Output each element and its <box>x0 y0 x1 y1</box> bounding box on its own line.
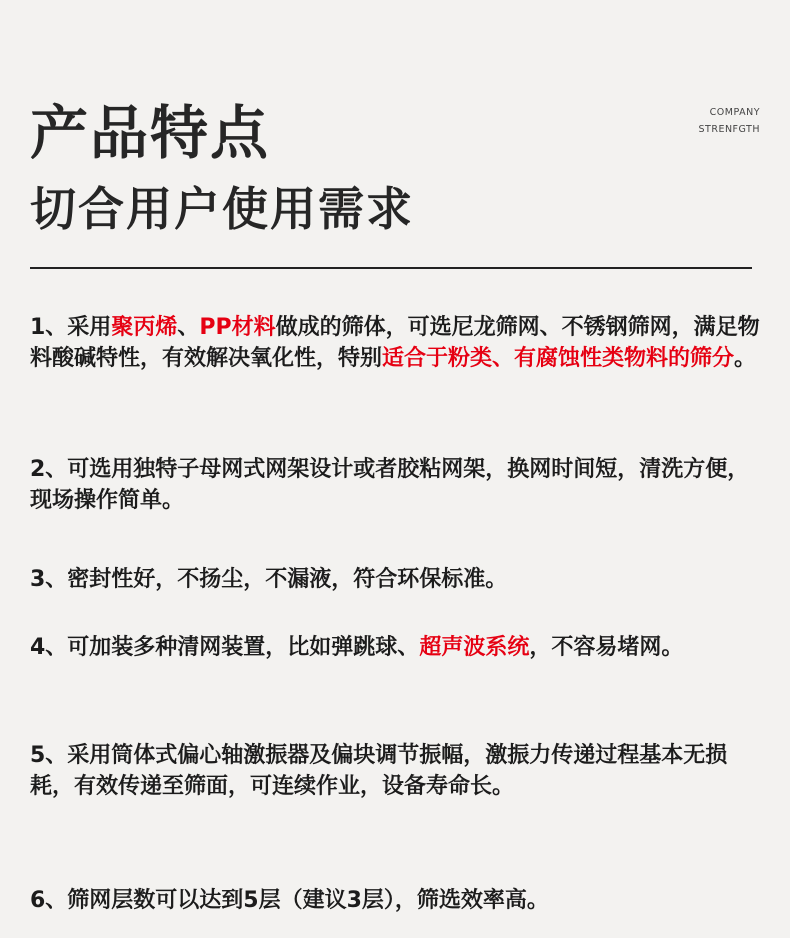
feature-1-highlight-pp: 聚丙烯 <box>111 315 178 340</box>
feature-item-5 <box>30 740 760 802</box>
feature-4-highlight-ultrasonic: 超声波系统 <box>419 635 530 660</box>
feature-4-text: ，不容易堵网。 <box>529 635 684 660</box>
feature-item-4 <box>30 632 760 663</box>
feature-1-highlight-material: PP材料 <box>199 315 276 340</box>
feature-item-2 <box>30 454 760 516</box>
feature-item-3 <box>30 564 760 595</box>
tag-line-strength: STRENFGTH <box>698 124 760 135</box>
feature-6-text: 6、筛网层数可以达到5层（建议3层），筛选效率高。 <box>30 888 549 913</box>
feature-3-text: 3、密封性好，不扬尘，不漏液，符合环保标准。 <box>30 567 508 592</box>
feature-1-text: 1、采用 <box>30 315 112 340</box>
feature-1-text: 。 <box>734 346 757 371</box>
feature-1-highlight-suitable: 适合于粉类、有腐蚀性类物料的筛分 <box>382 346 735 371</box>
feature-item-6 <box>30 885 760 916</box>
header-divider <box>30 267 752 269</box>
feature-5-text: 5、采用筒体式偏心轴激振器及偏块调节振幅，激振力传递过程基本无损耗，有效传递至筛面，可连续作业，设备寿命长。 <box>30 743 728 799</box>
feature-item-1 <box>30 312 760 374</box>
feature-2-text: 2、可选用独特子母网式网架设计或者胶粘网架，换网时间短，清洗方便，现场操作简单。 <box>30 457 750 513</box>
feature-1-text: 做成的筛体，可选尼龙筛网、不锈钢筛网，满足物料酸碱特性，有效解决氧化性，特别 <box>30 315 760 371</box>
page-title: 产品特点 <box>30 99 271 167</box>
feature-1-text: 、 <box>177 315 200 340</box>
feature-4-text: 4、可加装多种清网装置，比如弹跳球、 <box>30 635 420 660</box>
company-strength-tag <box>620 104 760 138</box>
tag-line-company: COMPANY <box>709 107 760 118</box>
page-subtitle: 切合用户使用需求 <box>30 182 414 236</box>
